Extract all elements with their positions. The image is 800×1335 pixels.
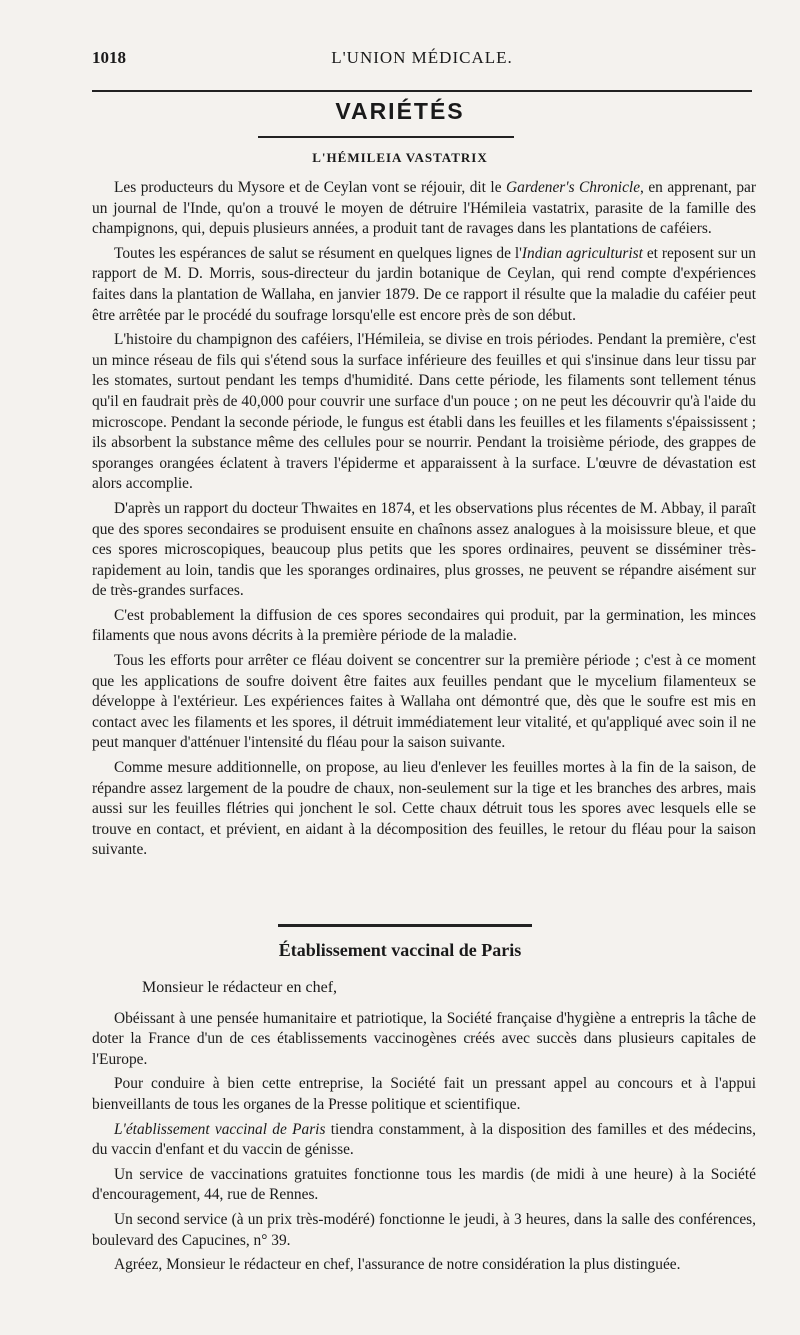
letter-paragraph: Un service de vaccinations gratuites fonctionne tous les mardis (de midi à une heure) à la Société d'encouragement, 44, rue de Rennes. — [92, 1165, 756, 1204]
article-paragraph: C'est probablement la diffusion de ces spores secondaires qui produit, par la germination, les minces filaments que nous avons décrits à la première période de la maladie. — [92, 606, 756, 645]
text-run: et reposent sur un rapport de M. D. Morris, sous-directeur du jardin botanique de Ceylan, qui rend compte d'expériences faites dans la plantation de Wallaha, en janvier 1879. De ce rapport il résulte que la maladie du caféier peut être arrêtée par le procédé du soufrage lorsqu'elle est encore près de son début. — [92, 244, 756, 324]
letter-paragraph: Agréez, Monsieur le rédacteur en chef, l'assurance de notre considération la plus distinguée. — [114, 1256, 681, 1274]
journal-title: L'UNION MÉDICALE. — [331, 48, 513, 67]
page-number: 1018 — [92, 48, 126, 67]
title-divider — [258, 136, 514, 138]
section-title: VARIÉTÉS — [335, 98, 465, 124]
letter-paragraph — [92, 1120, 756, 1161]
article-paragraph: Tous les efforts pour arrêter ce fléau doivent se concentrer sur la première période ; c'est à ce moment que les applications de soufre doivent être faites aux feuilles pendant que le mycelium filamenteux se développe à l'extérieur. Les expériences faites à Wallaha ont démontré que, dès que le soufre est mis en contact avec les filaments et les spores, il détruit immédiatement leur vitalité, et qu'appliqué avec soin il ne peut manquer d'atténuer l'intensité du fléau pour la saison suivante. — [92, 652, 756, 752]
letter-paragraph: Obéissant à une pensée humanitaire et patriotique, la Société française d'hygiène a entrepris la tâche de doter la France d'un de ces établissements vaccinogènes créés avec succès dans plusieurs capitales de l'Europe. — [92, 1009, 756, 1068]
text-run: Les producteurs du Mysore et de Ceylan vont se réjouir, dit le — [114, 179, 507, 196]
article-paragraph: Comme mesure additionnelle, on propose, au lieu d'enlever les feuilles mortes à la fin de la saison, de répandre assez largement de la poudre de chaux, non-seulement sur la tige et les branches des arbres, mais aussi sur les feuilles flétries qui jonchent le sol. Cette chaux détruit tous les spores avec lesquels elle se trouve en contact, et prévient, en aidant à la décomposition des feuilles, le retour du fléau pour la saison suivante. — [92, 759, 756, 859]
text-run: Toutes les espérances de salut se résument en quelques lignes de l' — [114, 244, 522, 262]
italic-title: Indian agriculturist — [521, 244, 643, 262]
italic-title: L'établissement vaccinal de Paris — [114, 1120, 326, 1138]
header-divider — [92, 90, 752, 92]
running-header — [92, 48, 752, 78]
article-title: L'HÉMILEIA VASTATRIX — [312, 150, 488, 165]
article-paragraph — [92, 178, 756, 240]
text-run: tiendra constamment, à la disposition des familles et des médecins, du vaccin d'enfant et du vaccin de génisse. — [92, 1120, 756, 1159]
section2-title: Établissement vaccinal de Paris — [278, 940, 522, 960]
text-run: , en apprenant, par un journal de l'Inde, qu'on a trouvé le moyen de détruire l'Hémileia vastatrix, parasite de la famille des champignons, qui, depuis plusieurs années, a produit tant de ravages dans les plantations de caféiers. — [92, 179, 757, 238]
italic-title: Gardener's Chronicle — [506, 179, 641, 196]
letter-salutation: Monsieur le rédacteur en chef, — [142, 979, 338, 996]
article-body — [92, 178, 756, 865]
letter-paragraph: Pour conduire à bien cette entreprise, la Société fait un pressant appel au concours et à l'appui bienveillants de tous les organes de la Presse politique et scientifique. — [92, 1075, 756, 1113]
letter-body — [92, 978, 756, 1280]
article-paragraph: L'histoire du champignon des caféiers, l'Hémileia, se divise en trois périodes. Pendant la première, c'est un mince réseau de fils qui s'étend sous la surface inférieure des feuilles et qui s'insinue dans leur tissu par les stomates, surtout pendant les temps d'humidité. Dans cette période, les filaments sont tellement ténus qu'il en faudrait près de 40,000 pour couvrir une surface d'un pouce ; on ne peut les découvrir qu'à l'aide du microscope. Pendant la seconde période, le fungus est établi dans les feuilles et les filaments s'épaississent ; ils absorbent la substance même des cellules pour se nourrir. Pendant la troisième période, des grappes de sporanges orangées éclatent à travers l'épiderme et apparaissent à la surface. L'œuvre de dévastation est alors accomplie. — [92, 331, 756, 493]
article-paragraph — [92, 244, 756, 326]
section-divider — [278, 924, 532, 927]
article-paragraph: D'après un rapport du docteur Thwaites en 1874, et les observations plus récentes de M. Abbay, il paraît que des spores secondaires se produisent ensuite en chaînons assez analogues à la moisissure bleue, et que ces spores microscopiques, beaucoup plus petits que les spores ordinaires, peuvent se disséminer très-rapidement au loin, tandis que les sporanges ordinaires, plus grosses, ne peuvent se répandre aisément sur de très-grandes surfaces. — [92, 499, 756, 600]
letter-paragraph: Un second service (à un prix très-modéré) fonctionne le jeudi, à 3 heures, dans la salle des conférences, boulevard des Capucines, n° 39. — [92, 1210, 756, 1249]
